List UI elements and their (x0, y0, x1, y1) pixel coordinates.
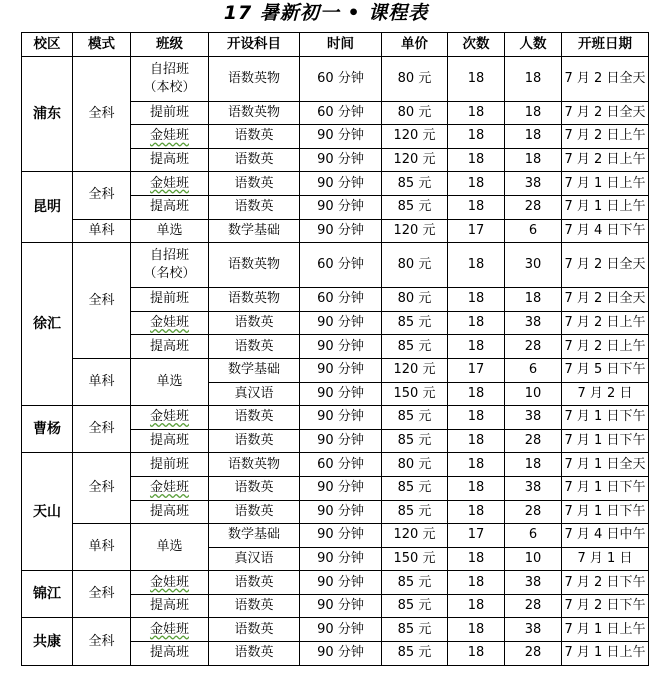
duration-cell: 90 分钟 (300, 125, 382, 149)
start-date-cell: 7 月 2 日上午 (562, 311, 649, 335)
class-name: 金娃班 (149, 574, 189, 590)
enrollment-cell: 38 (505, 618, 562, 642)
start-date-cell: 7 月 2 日全天 (562, 243, 649, 288)
enrollment-cell: 28 (505, 642, 562, 666)
start-date-cell: 7 月 4 日下午 (562, 219, 649, 243)
sessions-cell: 18 (448, 429, 505, 453)
class-cell: 提高班 (131, 594, 209, 618)
sessions-cell: 18 (448, 101, 505, 125)
subjects-cell: 语数英 (209, 429, 300, 453)
header-start-date: 开班日期 (562, 33, 649, 57)
table-row (22, 243, 649, 288)
price-cell: 85 元 (382, 311, 448, 335)
class-name: 金娃班 (149, 315, 189, 331)
class-note: （本校） (143, 79, 196, 95)
header-enrollment: 人数 (505, 33, 562, 57)
price-cell: 85 元 (382, 429, 448, 453)
subjects-cell: 真汉语 (209, 382, 300, 406)
subjects-cell: 语数英 (209, 476, 300, 500)
class-name: 自招班 (149, 248, 189, 264)
price-cell: 80 元 (382, 453, 448, 477)
header-price: 单价 (382, 33, 448, 57)
duration-cell: 90 分钟 (300, 406, 382, 430)
sessions-cell: 17 (448, 524, 505, 548)
subjects-cell: 语数英物 (209, 453, 300, 477)
start-date-cell: 7 月 1 日上午 (562, 195, 649, 219)
sessions-cell: 18 (448, 547, 505, 571)
duration-cell: 90 分钟 (300, 219, 382, 243)
price-cell: 120 元 (382, 524, 448, 548)
class-name: 金娃班 (149, 175, 189, 191)
table-row (22, 618, 649, 642)
subjects-cell: 语数英 (209, 311, 300, 335)
duration-cell: 60 分钟 (300, 101, 382, 125)
table-row (22, 406, 649, 430)
table-row (22, 172, 649, 196)
campus-cell: 浦东 (22, 56, 73, 172)
price-cell: 80 元 (382, 101, 448, 125)
campus-cell: 锦江 (22, 571, 73, 618)
price-cell: 150 元 (382, 547, 448, 571)
subjects-cell: 数学基础 (209, 358, 300, 382)
subjects-cell: 语数英物 (209, 243, 300, 288)
start-date-cell: 7 月 4 日中午 (562, 524, 649, 548)
price-cell: 120 元 (382, 148, 448, 172)
sessions-cell: 18 (448, 618, 505, 642)
mode-cell: 全科 (73, 56, 131, 172)
page-title: 17 暑新初一 • 课程表 (223, 2, 429, 24)
class-cell: 提高班 (131, 148, 209, 172)
campus-cell: 曹杨 (22, 406, 73, 453)
duration-cell: 90 分钟 (300, 476, 382, 500)
sessions-cell: 18 (448, 311, 505, 335)
sessions-cell: 18 (448, 642, 505, 666)
duration-cell: 60 分钟 (300, 453, 382, 477)
class-cell: 提高班 (131, 500, 209, 524)
start-date-cell: 7 月 2 日上午 (562, 125, 649, 149)
subjects-cell: 语数英 (209, 172, 300, 196)
enrollment-cell: 38 (505, 311, 562, 335)
sessions-cell: 18 (448, 594, 505, 618)
campus-cell: 昆明 (22, 172, 73, 243)
price-cell: 80 元 (382, 288, 448, 312)
duration-cell: 90 分钟 (300, 524, 382, 548)
enrollment-cell: 28 (505, 429, 562, 453)
sessions-cell: 17 (448, 219, 505, 243)
sessions-cell: 18 (448, 125, 505, 149)
enrollment-cell: 38 (505, 476, 562, 500)
enrollment-cell: 28 (505, 500, 562, 524)
subjects-cell: 语数英物 (209, 101, 300, 125)
table-row (22, 358, 649, 382)
price-cell: 85 元 (382, 406, 448, 430)
mode-cell: 单科 (73, 358, 131, 405)
enrollment-cell: 6 (505, 219, 562, 243)
price-cell: 85 元 (382, 571, 448, 595)
mode-cell: 全科 (73, 172, 131, 219)
price-cell: 85 元 (382, 476, 448, 500)
enrollment-cell: 18 (505, 453, 562, 477)
duration-cell: 60 分钟 (300, 288, 382, 312)
price-cell: 85 元 (382, 172, 448, 196)
enrollment-cell: 28 (505, 195, 562, 219)
class-cell (131, 172, 209, 196)
enrollment-cell: 10 (505, 547, 562, 571)
subjects-cell: 语数英 (209, 125, 300, 149)
header-duration: 时间 (300, 33, 382, 57)
class-name: 金娃班 (149, 409, 189, 425)
price-cell: 80 元 (382, 243, 448, 288)
start-date-cell: 7 月 2 日上午 (562, 335, 649, 359)
course-schedule-table (21, 32, 649, 666)
header-campus: 校区 (22, 33, 73, 57)
enrollment-cell: 28 (505, 335, 562, 359)
enrollment-cell: 18 (505, 125, 562, 149)
duration-cell: 90 分钟 (300, 642, 382, 666)
price-cell: 85 元 (382, 195, 448, 219)
sessions-cell: 18 (448, 172, 505, 196)
mode-cell: 单科 (73, 219, 131, 243)
enrollment-cell: 18 (505, 148, 562, 172)
subjects-cell: 语数英 (209, 406, 300, 430)
price-cell: 150 元 (382, 382, 448, 406)
class-cell (131, 311, 209, 335)
enrollment-cell: 6 (505, 358, 562, 382)
price-cell: 120 元 (382, 358, 448, 382)
subjects-cell: 语数英 (209, 500, 300, 524)
duration-cell: 90 分钟 (300, 571, 382, 595)
sessions-cell: 18 (448, 571, 505, 595)
sessions-cell: 18 (448, 195, 505, 219)
start-date-cell: 7 月 1 日上午 (562, 642, 649, 666)
campus-cell: 徐汇 (22, 243, 73, 406)
mode-cell: 全科 (73, 406, 131, 453)
subjects-cell: 语数英 (209, 618, 300, 642)
subjects-cell: 数学基础 (209, 219, 300, 243)
duration-cell: 90 分钟 (300, 195, 382, 219)
start-date-cell: 7 月 2 日下午 (562, 571, 649, 595)
header-sessions: 次数 (448, 33, 505, 57)
start-date-cell: 7 月 1 日全天 (562, 453, 649, 477)
sessions-cell: 18 (448, 476, 505, 500)
duration-cell: 90 分钟 (300, 311, 382, 335)
class-name: 金娃班 (149, 621, 189, 637)
table-row (22, 453, 649, 477)
subjects-cell: 语数英物 (209, 288, 300, 312)
class-cell: 提高班 (131, 429, 209, 453)
class-cell: 提前班 (131, 101, 209, 125)
duration-cell: 90 分钟 (300, 547, 382, 571)
duration-cell: 90 分钟 (300, 358, 382, 382)
class-name: 金娃班 (149, 480, 189, 496)
duration-cell: 90 分钟 (300, 500, 382, 524)
mode-cell: 全科 (73, 618, 131, 665)
enrollment-cell: 38 (505, 172, 562, 196)
duration-cell: 90 分钟 (300, 148, 382, 172)
class-cell: 单选 (131, 358, 209, 405)
duration-cell: 90 分钟 (300, 594, 382, 618)
enrollment-cell: 38 (505, 406, 562, 430)
header-mode: 模式 (73, 33, 131, 57)
duration-cell: 60 分钟 (300, 243, 382, 288)
class-cell (131, 243, 209, 288)
class-cell (131, 125, 209, 149)
price-cell: 85 元 (382, 500, 448, 524)
mode-cell: 全科 (73, 571, 131, 618)
start-date-cell: 7 月 1 日下午 (562, 406, 649, 430)
sessions-cell: 18 (448, 56, 505, 101)
sessions-cell: 18 (448, 288, 505, 312)
table-row (22, 524, 649, 548)
price-cell: 85 元 (382, 594, 448, 618)
mode-cell: 全科 (73, 243, 131, 359)
class-cell (131, 571, 209, 595)
subjects-cell: 语数英 (209, 594, 300, 618)
class-cell: 提高班 (131, 195, 209, 219)
campus-cell: 共康 (22, 618, 73, 665)
duration-cell: 90 分钟 (300, 382, 382, 406)
start-date-cell: 7 月 1 日下午 (562, 500, 649, 524)
sessions-cell: 18 (448, 335, 505, 359)
start-date-cell: 7 月 2 日下午 (562, 594, 649, 618)
table-row (22, 219, 649, 243)
duration-cell: 90 分钟 (300, 618, 382, 642)
class-name: 自招班 (149, 61, 189, 77)
start-date-cell: 7 月 5 日下午 (562, 358, 649, 382)
subjects-cell: 语数英 (209, 148, 300, 172)
duration-cell: 90 分钟 (300, 335, 382, 359)
header-row (22, 33, 649, 57)
class-cell: 提前班 (131, 288, 209, 312)
start-date-cell: 7 月 1 日下午 (562, 476, 649, 500)
table-row (22, 56, 649, 101)
enrollment-cell: 10 (505, 382, 562, 406)
enrollment-cell: 6 (505, 524, 562, 548)
sessions-cell: 18 (448, 148, 505, 172)
start-date-cell: 7 月 1 日上午 (562, 618, 649, 642)
class-cell (131, 618, 209, 642)
subjects-cell: 语数英物 (209, 56, 300, 101)
start-date-cell: 7 月 2 日全天 (562, 101, 649, 125)
class-cell: 提高班 (131, 642, 209, 666)
price-cell: 85 元 (382, 618, 448, 642)
class-note: （名校） (143, 266, 196, 282)
sessions-cell: 18 (448, 500, 505, 524)
duration-cell: 90 分钟 (300, 172, 382, 196)
sessions-cell: 18 (448, 406, 505, 430)
sessions-cell: 18 (448, 243, 505, 288)
enrollment-cell: 30 (505, 243, 562, 288)
sessions-cell: 17 (448, 358, 505, 382)
enrollment-cell: 28 (505, 594, 562, 618)
class-cell (131, 56, 209, 101)
enrollment-cell: 38 (505, 571, 562, 595)
start-date-cell: 7 月 2 日 (562, 382, 649, 406)
subjects-cell: 语数英 (209, 195, 300, 219)
sessions-cell: 18 (448, 453, 505, 477)
class-cell: 提高班 (131, 335, 209, 359)
price-cell: 80 元 (382, 56, 448, 101)
sessions-cell: 18 (448, 382, 505, 406)
start-date-cell: 7 月 2 日全天 (562, 56, 649, 101)
subjects-cell: 语数英 (209, 642, 300, 666)
enrollment-cell: 18 (505, 101, 562, 125)
start-date-cell: 7 月 1 日 (562, 547, 649, 571)
enrollment-cell: 18 (505, 288, 562, 312)
subjects-cell: 语数英 (209, 571, 300, 595)
class-cell: 提前班 (131, 453, 209, 477)
price-cell: 85 元 (382, 642, 448, 666)
mode-cell: 单科 (73, 524, 131, 571)
table-row (22, 571, 649, 595)
class-cell: 单选 (131, 219, 209, 243)
campus-cell: 天山 (22, 453, 73, 571)
price-cell: 85 元 (382, 335, 448, 359)
class-name: 金娃班 (149, 128, 189, 144)
class-cell (131, 476, 209, 500)
start-date-cell: 7 月 1 日上午 (562, 172, 649, 196)
mode-cell: 全科 (73, 453, 131, 524)
price-cell: 120 元 (382, 125, 448, 149)
subjects-cell: 数学基础 (209, 524, 300, 548)
class-cell (131, 406, 209, 430)
header-class: 班级 (131, 33, 209, 57)
subjects-cell: 真汉语 (209, 547, 300, 571)
start-date-cell: 7 月 2 日上午 (562, 148, 649, 172)
duration-cell: 60 分钟 (300, 56, 382, 101)
class-cell: 单选 (131, 524, 209, 571)
start-date-cell: 7 月 2 日全天 (562, 288, 649, 312)
start-date-cell: 7 月 1 日下午 (562, 429, 649, 453)
header-subjects: 开设科目 (209, 33, 300, 57)
enrollment-cell: 18 (505, 56, 562, 101)
subjects-cell: 语数英 (209, 335, 300, 359)
price-cell: 120 元 (382, 219, 448, 243)
duration-cell: 90 分钟 (300, 429, 382, 453)
